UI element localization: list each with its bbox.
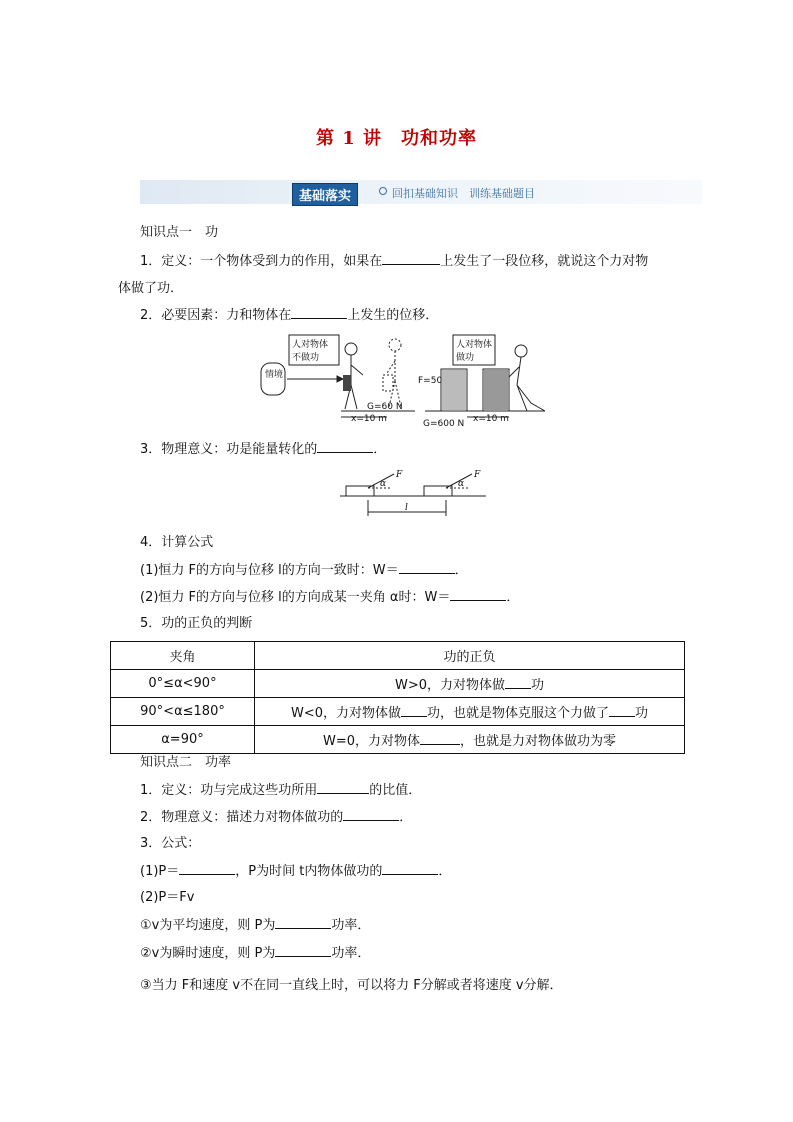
ghost-box-icon	[383, 375, 393, 391]
pusher-icon	[509, 357, 545, 411]
kp2-case1	[140, 916, 370, 935]
text: 功，也就是物体克服这个力做了	[427, 706, 610, 721]
text: W>0，力对物体做	[394, 678, 505, 693]
table-cell: α=90°	[111, 726, 255, 754]
fig-situation-text: 情境	[265, 370, 284, 380]
kp2-definition	[140, 781, 421, 800]
text: 上发生的位移．	[347, 308, 439, 323]
text: 功率．	[331, 918, 371, 933]
fig-g-left: G=60 N	[367, 402, 403, 412]
held-box-icon	[343, 375, 351, 391]
section-banner	[140, 180, 702, 204]
blank	[399, 561, 455, 574]
arrow-head-icon	[337, 376, 343, 382]
blank	[401, 704, 427, 717]
fig-x-left: x=10 m	[351, 414, 387, 424]
kp2-meaning	[140, 808, 412, 827]
kp2-formula1	[140, 862, 451, 881]
force-angle-figure	[338, 470, 488, 520]
text: (2)恒力 F的方向与位移 l的方向成某一夹角 α时：W＝	[140, 590, 451, 605]
text: 功	[635, 706, 649, 721]
kp1-formula2	[140, 588, 519, 607]
blank	[275, 944, 331, 957]
kp2-formula2: (2)P＝Fv	[140, 890, 195, 905]
blank	[450, 588, 506, 601]
kp2-formula-head: 3．公式：	[140, 836, 201, 851]
text: ．	[373, 442, 387, 457]
fig-bubble-right-1: 人对物体	[456, 340, 493, 350]
box-right-fill	[484, 370, 508, 410]
table-row	[111, 698, 685, 726]
fig-g-right: G=600 N	[423, 419, 465, 429]
table-cell	[255, 670, 685, 698]
text: 的比值．	[369, 783, 422, 798]
blank	[505, 676, 531, 689]
work-sign-table	[110, 641, 685, 754]
text: ，P为时间 t内物体做功的	[235, 864, 383, 879]
blank	[609, 704, 635, 717]
pusher-head-icon	[515, 345, 527, 357]
fig2-disp: l	[405, 503, 408, 513]
table-cell	[255, 698, 685, 726]
fig2-angle-1: α	[380, 479, 387, 489]
text: ．	[399, 810, 413, 825]
blank	[317, 440, 373, 453]
text: (1)恒力 F的方向与位移 l的方向一致时：W＝	[140, 563, 399, 578]
fig-bubble-right-2: 做功	[456, 353, 475, 363]
kp1-definition	[140, 252, 648, 271]
kp1-judge-head: 5．功的正负的判断	[140, 616, 253, 631]
table-header-row	[111, 642, 685, 670]
banner-subtitle: 回扣基础知识 训练基础题目	[392, 187, 535, 200]
text: 1．定义：功与完成这些功所用	[140, 783, 318, 798]
text: 功	[531, 678, 545, 693]
ghost-person-head-icon	[389, 339, 401, 351]
text: (1)P＝	[140, 864, 180, 879]
table-cell: 90°<α≤180°	[111, 698, 255, 726]
text: ．	[438, 864, 452, 879]
table-row	[111, 726, 685, 754]
fig-bubble-left-2: 不做功	[292, 353, 320, 363]
text: 2．物理意义：描述力对物体做功的	[140, 810, 344, 825]
person-head-icon	[345, 343, 357, 355]
fig2-force-2: F	[474, 470, 481, 480]
kp2-case3: ③当力 F和速度 v不在同一直线上时，可以将力 F分解或者将速度 v分解．	[140, 978, 563, 993]
kp2-heading: 知识点二 功率	[140, 755, 232, 770]
text: W<0，力对物体做	[290, 706, 401, 721]
text: ①v为平均速度，则 P为	[140, 918, 276, 933]
fig-bubble-left-1: 人对物体	[292, 340, 329, 350]
text: 功率．	[331, 946, 371, 961]
kp1-formula-head: 4．计算公式	[140, 535, 214, 550]
fig-force: F=50	[418, 376, 443, 386]
kp1-meaning	[140, 440, 386, 459]
fig2-angle-2: α	[458, 479, 465, 489]
kp1-heading: 知识点一 功	[140, 225, 219, 240]
ghost-person-icon	[387, 351, 401, 407]
text: 2．必要因素：力和物体在	[140, 308, 292, 323]
bullet-icon	[379, 187, 387, 195]
kp1-formula1	[140, 561, 468, 580]
table-header: 夹角	[111, 642, 255, 670]
blank	[420, 732, 460, 745]
banner-tag: 基础落实	[292, 183, 358, 206]
blank	[179, 862, 235, 875]
blank	[382, 862, 438, 875]
fig-x-right: x=10 m	[473, 414, 509, 424]
text: ，也就是力对物体做功为零	[460, 734, 617, 749]
fig2-force-1: F	[396, 470, 403, 480]
blank	[382, 252, 440, 265]
text: 上发生了一段位移，就说这个力对物	[440, 254, 649, 269]
blank	[343, 808, 399, 821]
page-title: 第 1 讲 功和功率	[315, 128, 478, 149]
text: 3．物理意义：功是能量转化的	[140, 442, 318, 457]
text: ．	[506, 590, 520, 605]
blank	[291, 306, 347, 319]
text: 1．定义：一个物体受到力的作用，如果在	[140, 254, 383, 269]
table-cell: 0°≤α<90°	[111, 670, 255, 698]
table-header: 功的正负	[255, 642, 685, 670]
text: ．	[454, 563, 468, 578]
text: ②v为瞬时速度，则 P为	[140, 946, 276, 961]
table-cell	[255, 726, 685, 754]
kp2-case2	[140, 944, 370, 963]
table-row	[111, 670, 685, 698]
kp1-factors	[140, 306, 438, 325]
box-left-fill	[442, 370, 466, 410]
work-situation-figure	[255, 333, 560, 431]
kp1-definition-cont: 体做了功．	[118, 281, 184, 296]
blank	[275, 916, 331, 929]
text: W=0，力对物体	[322, 734, 420, 749]
blank	[317, 781, 369, 794]
